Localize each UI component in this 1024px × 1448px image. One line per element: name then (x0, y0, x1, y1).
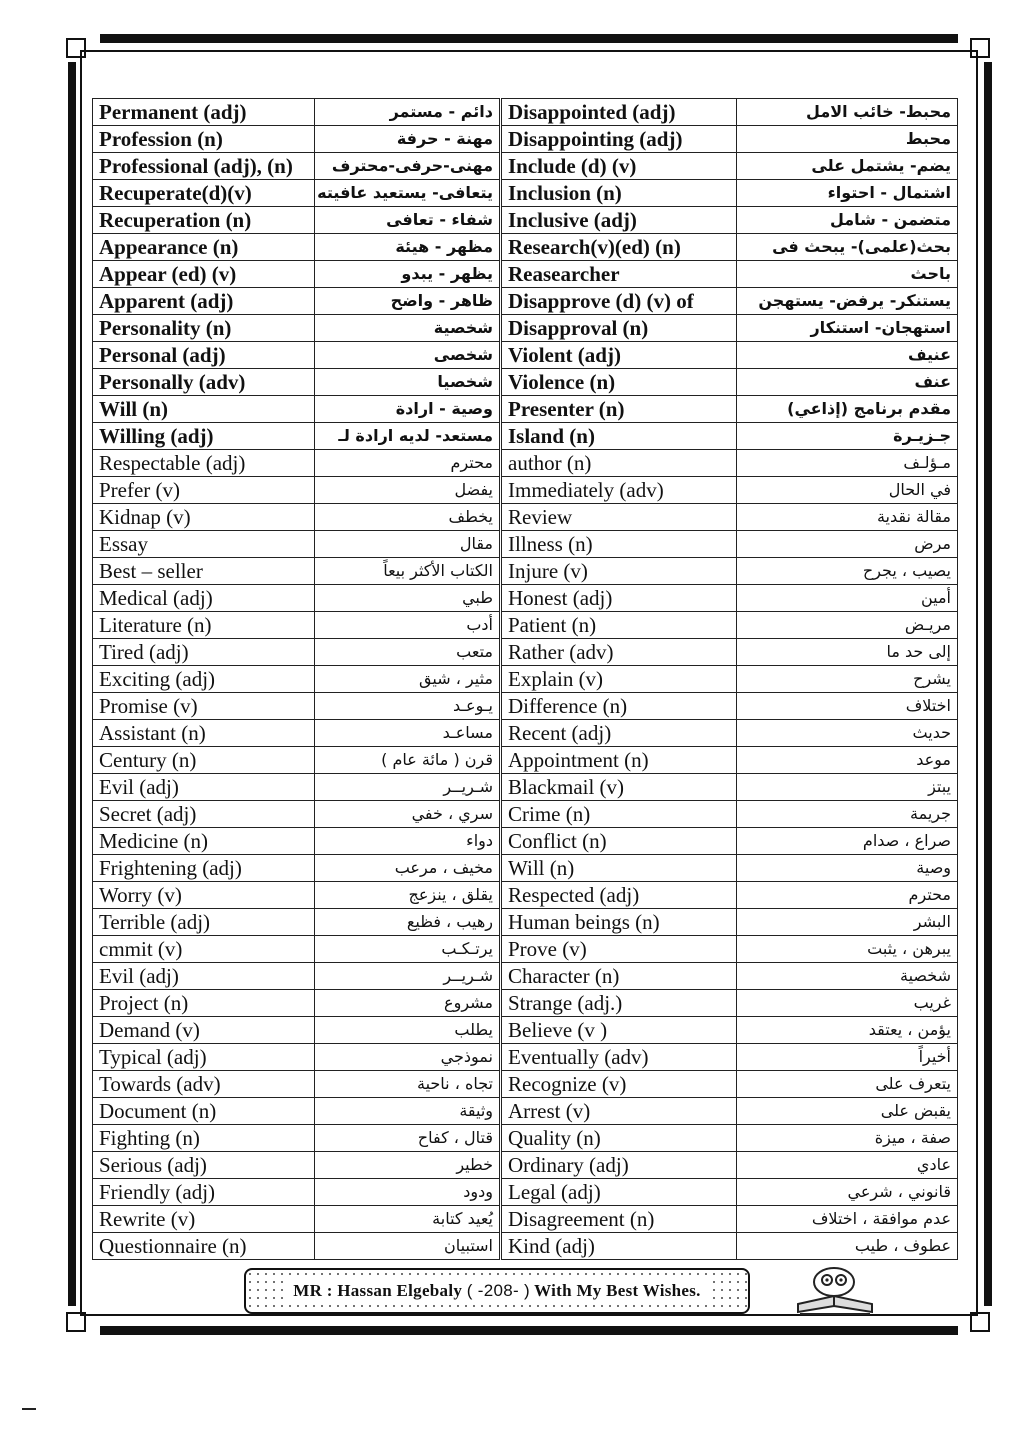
frame-left-bar (68, 62, 76, 1306)
english-word: Evil (adj) (93, 774, 315, 801)
english-word: Apparent (adj) (93, 288, 315, 315)
english-word: Believe (v ) (501, 1017, 737, 1044)
arabic-meaning: بحث(علمى)- يبحث فى (737, 234, 958, 261)
arabic-meaning: شـريــر (315, 774, 501, 801)
table-row (93, 936, 958, 963)
english-word: Personally (adv) (93, 369, 315, 396)
arabic-meaning: قانوني ، شرعي (737, 1179, 958, 1206)
english-word: author (n) (501, 450, 737, 477)
table-row (93, 558, 958, 585)
arabic-meaning: أدب (315, 612, 501, 639)
english-word: Respected (adj) (501, 882, 737, 909)
margin-dash (22, 1408, 36, 1410)
english-word: Quality (n) (501, 1125, 737, 1152)
english-word: Disagreement (n) (501, 1206, 737, 1233)
english-word: Medical (adj) (93, 585, 315, 612)
table-row (93, 288, 958, 315)
table-row (93, 1044, 958, 1071)
table-row (93, 1098, 958, 1125)
footer-wishes: With My Best Wishes. (534, 1281, 701, 1300)
english-word: Disapproval (n) (501, 315, 737, 342)
arabic-meaning: مظهر - هيئة (315, 234, 501, 261)
arabic-meaning: مقال (315, 531, 501, 558)
table-row (93, 828, 958, 855)
english-word: Questionnaire (n) (93, 1233, 315, 1260)
arabic-meaning: يُعيد كتابة (315, 1206, 501, 1233)
arabic-meaning: دائم - مستمر (315, 99, 501, 126)
arabic-meaning: سري ، خفي (315, 801, 501, 828)
table-row (93, 396, 958, 423)
arabic-meaning: مهنى-حرفى-محترف (315, 153, 501, 180)
arabic-meaning: شخصية (737, 963, 958, 990)
table-row (93, 342, 958, 369)
table-row (93, 693, 958, 720)
english-word: Essay (93, 531, 315, 558)
arabic-meaning: يخطف (315, 504, 501, 531)
arabic-meaning: محبط (737, 126, 958, 153)
arabic-meaning: يستنكر- يرفض- يستهجن (737, 288, 958, 315)
english-word: Appearance (n) (93, 234, 315, 261)
footer-text (287, 1281, 707, 1301)
table-row (93, 1071, 958, 1098)
english-word: Kidnap (v) (93, 504, 315, 531)
arabic-meaning: عادي (737, 1152, 958, 1179)
english-word: Personal (adj) (93, 342, 315, 369)
arabic-meaning: مـؤلـف (737, 450, 958, 477)
table-row (93, 882, 958, 909)
table-row (93, 504, 958, 531)
english-word: Eventually (adv) (501, 1044, 737, 1071)
arabic-meaning: محترم (737, 882, 958, 909)
footer-page-number: ( -208- ) (466, 1281, 530, 1300)
arabic-meaning: أمين (737, 585, 958, 612)
arabic-meaning: يفضل (315, 477, 501, 504)
arabic-meaning: شـريــر (315, 963, 501, 990)
english-word: Disappointing (adj) (501, 126, 737, 153)
english-word: Immediately (adv) (501, 477, 737, 504)
arabic-meaning: مثير ، شيق (315, 666, 501, 693)
english-word: Ordinary (adj) (501, 1152, 737, 1179)
vocabulary-table (92, 98, 958, 1260)
arabic-meaning: يبتز (737, 774, 958, 801)
english-word: Century (n) (93, 747, 315, 774)
english-word: Willing (adj) (93, 423, 315, 450)
arabic-meaning: تجاه ، ناحية (315, 1071, 501, 1098)
arabic-meaning: يؤمن ، يعتقد (737, 1017, 958, 1044)
table-row (93, 801, 958, 828)
english-word: Difference (n) (501, 693, 737, 720)
arabic-meaning: محترم (315, 450, 501, 477)
english-word: Fighting (n) (93, 1125, 315, 1152)
table-row (93, 774, 958, 801)
arabic-meaning: متعب (315, 639, 501, 666)
english-word: Appear (ed) (v) (93, 261, 315, 288)
arabic-meaning: مستعد- لديه ارادة لـ (315, 423, 501, 450)
table-row (93, 990, 958, 1017)
frame-corner (970, 38, 990, 58)
english-word: Character (n) (501, 963, 737, 990)
english-word: Presenter (n) (501, 396, 737, 423)
arabic-meaning: شخصية (315, 315, 501, 342)
english-word: Kind (adj) (501, 1233, 737, 1260)
table-row (93, 315, 958, 342)
table-row (93, 261, 958, 288)
english-word: Best – seller (93, 558, 315, 585)
arabic-meaning: حديث (737, 720, 958, 747)
english-word: Will (n) (501, 855, 737, 882)
english-word: Strange (adj.) (501, 990, 737, 1017)
table-row (93, 585, 958, 612)
english-word: Literature (n) (93, 612, 315, 639)
english-word: Review (501, 504, 737, 531)
arabic-meaning: يقلق ، ينزعج (315, 882, 501, 909)
arabic-meaning: جـزيـرة (737, 423, 958, 450)
english-word: Promise (v) (93, 693, 315, 720)
english-word: Arrest (v) (501, 1098, 737, 1125)
arabic-meaning: نموذجي (315, 1044, 501, 1071)
english-word: Disapprove (d) (v) of (501, 288, 737, 315)
table-row (93, 639, 958, 666)
english-word: Demand (v) (93, 1017, 315, 1044)
english-word: Rather (adv) (501, 639, 737, 666)
arabic-meaning: ودود (315, 1179, 501, 1206)
table-row (93, 423, 958, 450)
english-word: Towards (adv) (93, 1071, 315, 1098)
english-word: Blackmail (v) (501, 774, 737, 801)
english-word: Worry (v) (93, 882, 315, 909)
english-word: Legal (adj) (501, 1179, 737, 1206)
arabic-meaning: اشتمال - احتواء (737, 180, 958, 207)
english-word: Assistant (n) (93, 720, 315, 747)
books-owl-logo (790, 1260, 880, 1320)
arabic-meaning: يتعافى- يستعيد عافيته (315, 180, 501, 207)
arabic-meaning: يضم- يشتمل على (737, 153, 958, 180)
english-word: Rewrite (v) (93, 1206, 315, 1233)
table-row (93, 612, 958, 639)
vocabulary-table-body (93, 99, 958, 1260)
english-word: Recuperation (n) (93, 207, 315, 234)
table-row (93, 1152, 958, 1179)
english-word: Reasearcher (501, 261, 737, 288)
arabic-meaning: مهنة - حرفة (315, 126, 501, 153)
table-row (93, 207, 958, 234)
arabic-meaning: مخيف ، مرعب (315, 855, 501, 882)
arabic-meaning: يرتـكـب (315, 936, 501, 963)
arabic-meaning: يظهر - يبدو (315, 261, 501, 288)
english-word: Professional (adj), (n) (93, 153, 315, 180)
english-word: Tired (adj) (93, 639, 315, 666)
english-word: Patient (n) (501, 612, 737, 639)
english-word: cmmit (v) (93, 936, 315, 963)
arabic-meaning: وصية (737, 855, 958, 882)
arabic-meaning: شخصى (315, 342, 501, 369)
footer-signature-box (244, 1268, 750, 1314)
english-word: Inclusion (n) (501, 180, 737, 207)
arabic-meaning: مساعـد (315, 720, 501, 747)
arabic-meaning: استهجان- استنكار (737, 315, 958, 342)
frame-corner (970, 1312, 990, 1332)
table-row (93, 855, 958, 882)
arabic-meaning: يشرح (737, 666, 958, 693)
english-word: Include (d) (v) (501, 153, 737, 180)
arabic-meaning: ظاهر - واضح (315, 288, 501, 315)
english-word: Evil (adj) (93, 963, 315, 990)
english-word: Respectable (adj) (93, 450, 315, 477)
arabic-meaning: مرض (737, 531, 958, 558)
arabic-meaning: جريمة (737, 801, 958, 828)
english-word: Prefer (v) (93, 477, 315, 504)
table-row (93, 720, 958, 747)
arabic-meaning: موعد (737, 747, 958, 774)
table-row (93, 99, 958, 126)
english-word: Medicine (n) (93, 828, 315, 855)
arabic-meaning: رهيب ، فظيع (315, 909, 501, 936)
frame-top-bar (100, 34, 958, 43)
arabic-meaning: مقدم برنامج (إذاعي) (737, 396, 958, 423)
english-word: Appointment (n) (501, 747, 737, 774)
arabic-meaning: صفة ، ميزة (737, 1125, 958, 1152)
table-row (93, 747, 958, 774)
arabic-meaning: قرن ( مائة عام ) (315, 747, 501, 774)
english-word: Conflict (n) (501, 828, 737, 855)
english-word: Illness (n) (501, 531, 737, 558)
arabic-meaning: يـوعـد (315, 693, 501, 720)
table-row (93, 180, 958, 207)
english-word: Exciting (adj) (93, 666, 315, 693)
arabic-meaning: شخصيا (315, 369, 501, 396)
arabic-meaning: طبي (315, 585, 501, 612)
arabic-meaning: عنف (737, 369, 958, 396)
frame-corner (66, 38, 86, 58)
english-word: Disappointed (adj) (501, 99, 737, 126)
arabic-meaning: وثيقة (315, 1098, 501, 1125)
table-row (93, 153, 958, 180)
english-word: Friendly (adj) (93, 1179, 315, 1206)
arabic-meaning: يقبض على (737, 1098, 958, 1125)
arabic-meaning: الكتاب الأكثر بيعاً (315, 558, 501, 585)
table-row (93, 963, 958, 990)
table-row (93, 1125, 958, 1152)
table-row (93, 477, 958, 504)
frame-right-bar (984, 62, 992, 1306)
arabic-meaning: قتال ، كفاح (315, 1125, 501, 1152)
arabic-meaning: شفاء - تعافى (315, 207, 501, 234)
english-word: Crime (n) (501, 801, 737, 828)
arabic-meaning: عدم موافقة ، اختلاف (737, 1206, 958, 1233)
arabic-meaning: مقالة نقدية (737, 504, 958, 531)
english-word: Violent (adj) (501, 342, 737, 369)
arabic-meaning: استبيان (315, 1233, 501, 1260)
english-word: Typical (adj) (93, 1044, 315, 1071)
arabic-meaning: متضمن - شامل (737, 207, 958, 234)
arabic-meaning: يطلب (315, 1017, 501, 1044)
arabic-meaning: عطوف ، طيب (737, 1233, 958, 1260)
english-word: Terrible (adj) (93, 909, 315, 936)
table-row (93, 234, 958, 261)
table-row (93, 1233, 958, 1260)
arabic-meaning: في الحال (737, 477, 958, 504)
arabic-meaning: دواء (315, 828, 501, 855)
english-word: Human beings (n) (501, 909, 737, 936)
arabic-meaning: غريب (737, 990, 958, 1017)
english-word: Personality (n) (93, 315, 315, 342)
arabic-meaning: يتعرف على (737, 1071, 958, 1098)
english-word: Recognize (v) (501, 1071, 737, 1098)
arabic-meaning: عنيف (737, 342, 958, 369)
english-word: Research(v)(ed) (n) (501, 234, 737, 261)
english-word: Permanent (adj) (93, 99, 315, 126)
arabic-meaning: مريـض (737, 612, 958, 639)
arabic-meaning: محبط- خائب الامل (737, 99, 958, 126)
english-word: Injure (v) (501, 558, 737, 585)
table-row (93, 369, 958, 396)
table-row (93, 531, 958, 558)
english-word: Will (n) (93, 396, 315, 423)
english-word: Frightening (adj) (93, 855, 315, 882)
english-word: Inclusive (adj) (501, 207, 737, 234)
english-word: Secret (adj) (93, 801, 315, 828)
arabic-meaning: وصية - ارادة (315, 396, 501, 423)
arabic-meaning: أخيراً (737, 1044, 958, 1071)
table-row (93, 909, 958, 936)
table-row (93, 1179, 958, 1206)
table-row (93, 1017, 958, 1044)
arabic-meaning: باحث (737, 261, 958, 288)
arabic-meaning: مشروع (315, 990, 501, 1017)
arabic-meaning: يصيب ، يجرح (737, 558, 958, 585)
english-word: Prove (v) (501, 936, 737, 963)
arabic-meaning: البشر (737, 909, 958, 936)
arabic-meaning: يبرهن ، يثبت (737, 936, 958, 963)
arabic-meaning: صراع ، صدام (737, 828, 958, 855)
english-word: Recuperate(d)(v) (93, 180, 315, 207)
english-word: Project (n) (93, 990, 315, 1017)
table-row (93, 1206, 958, 1233)
english-word: Document (n) (93, 1098, 315, 1125)
arabic-meaning: خطير (315, 1152, 501, 1179)
arabic-meaning: اختلاف (737, 693, 958, 720)
table-row (93, 126, 958, 153)
frame-corner (66, 1312, 86, 1332)
english-word: Recent (adj) (501, 720, 737, 747)
english-word: Island (n) (501, 423, 737, 450)
english-word: Violence (n) (501, 369, 737, 396)
footer-author: MR : Hassan Elgebaly (293, 1281, 463, 1300)
frame-bottom-bar (100, 1326, 958, 1335)
table-row (93, 666, 958, 693)
english-word: Profession (n) (93, 126, 315, 153)
english-word: Serious (adj) (93, 1152, 315, 1179)
table-row (93, 450, 958, 477)
english-word: Explain (v) (501, 666, 737, 693)
english-word: Honest (adj) (501, 585, 737, 612)
arabic-meaning: إلى حد ما (737, 639, 958, 666)
